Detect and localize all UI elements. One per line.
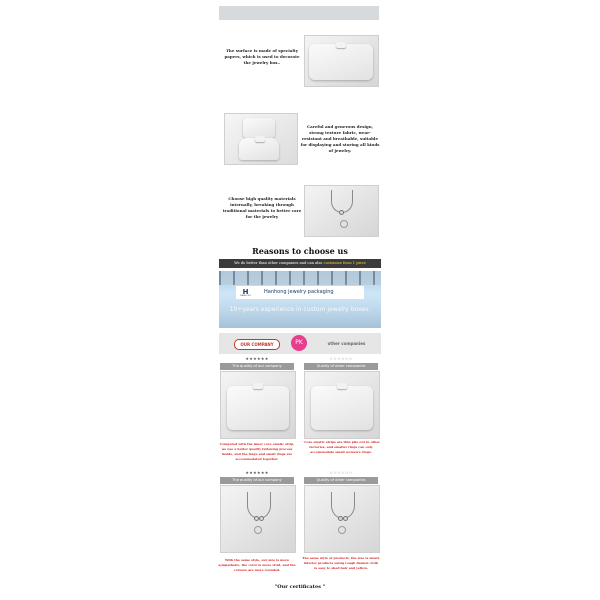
other-quality-label-2: Quality of other companies	[304, 477, 378, 484]
our-quality-description: Compared with the inner core elastic strip, we use a better quality fattening process inside, and the large and small rings are accommodated together.	[219, 442, 295, 461]
our-quality-label-2: The quality of our company	[220, 477, 294, 484]
our-quality-description-2: With the same style, our size is more sympathetic, the color is more vivid, and the corners are more rounded.	[218, 558, 296, 572]
other-quality-description-2: The same style of products, the size is small, inferior products using rough flannel cloth is easy to shed hair and yellow.	[302, 556, 380, 570]
customize-bar-text: We do better than other companies and can also	[234, 261, 323, 265]
feature-caption-surface: The surface is made of specialty papers, which is used to decorate the jewelry box..	[224, 48, 300, 65]
our-box-photo	[220, 371, 296, 439]
other-rating-stars-2: ☆☆☆☆☆☆	[329, 470, 353, 475]
our-necklace-photo	[220, 485, 296, 553]
brand-logo-box	[236, 286, 364, 299]
other-companies-label: other companies	[327, 341, 366, 346]
brand-banner	[219, 271, 381, 328]
feature-caption-design: Careful and generous design, strong texture fabric, wear-resistant and breathable, suitable for displaying and storing all kinds of jewelry.	[300, 124, 380, 153]
our-company-label: OUR COMPANY	[234, 339, 280, 350]
our-rating-stars-2: ★★★★★★	[245, 470, 269, 475]
customize-highlight: customize from 1 piece	[323, 261, 366, 265]
our-quality-label: The quality of our company	[220, 363, 294, 370]
pk-badge: PK	[291, 335, 307, 351]
other-box-photo	[304, 371, 380, 439]
other-quality-description: · Core elastic strips are thin pile out in other factories, and smaller rings can only accommodate small women's rings.	[302, 440, 380, 454]
top-banner-strip	[219, 6, 379, 20]
our-rating-stars: ★★★★★★	[245, 356, 269, 361]
reasons-heading: Reasons to choose us	[252, 246, 348, 256]
brand-logo-sub: HANHONG	[240, 295, 251, 297]
experience-tagline: 10+years experience in custom jewelry boxes.	[229, 306, 371, 313]
brand-name: Hanhong jewelry packaging	[264, 289, 334, 295]
certificates-heading: "Our certificates "	[274, 584, 326, 590]
other-rating-stars: ☆☆☆☆☆☆	[329, 356, 353, 361]
jewelry-box-open-photo	[224, 113, 298, 165]
other-quality-label: Quality of other companies	[304, 363, 378, 370]
jewelry-box-closed-photo	[304, 35, 379, 87]
customize-bar	[219, 259, 381, 268]
feature-caption-materials: Choose high quality materials internally, breaking through traditional materials to better care for the jewelry	[222, 196, 302, 219]
necklace-display-photo	[304, 185, 379, 237]
comparison-header	[219, 333, 381, 354]
brand-logo-icon: H	[242, 288, 249, 296]
other-necklace-photo	[304, 485, 380, 553]
